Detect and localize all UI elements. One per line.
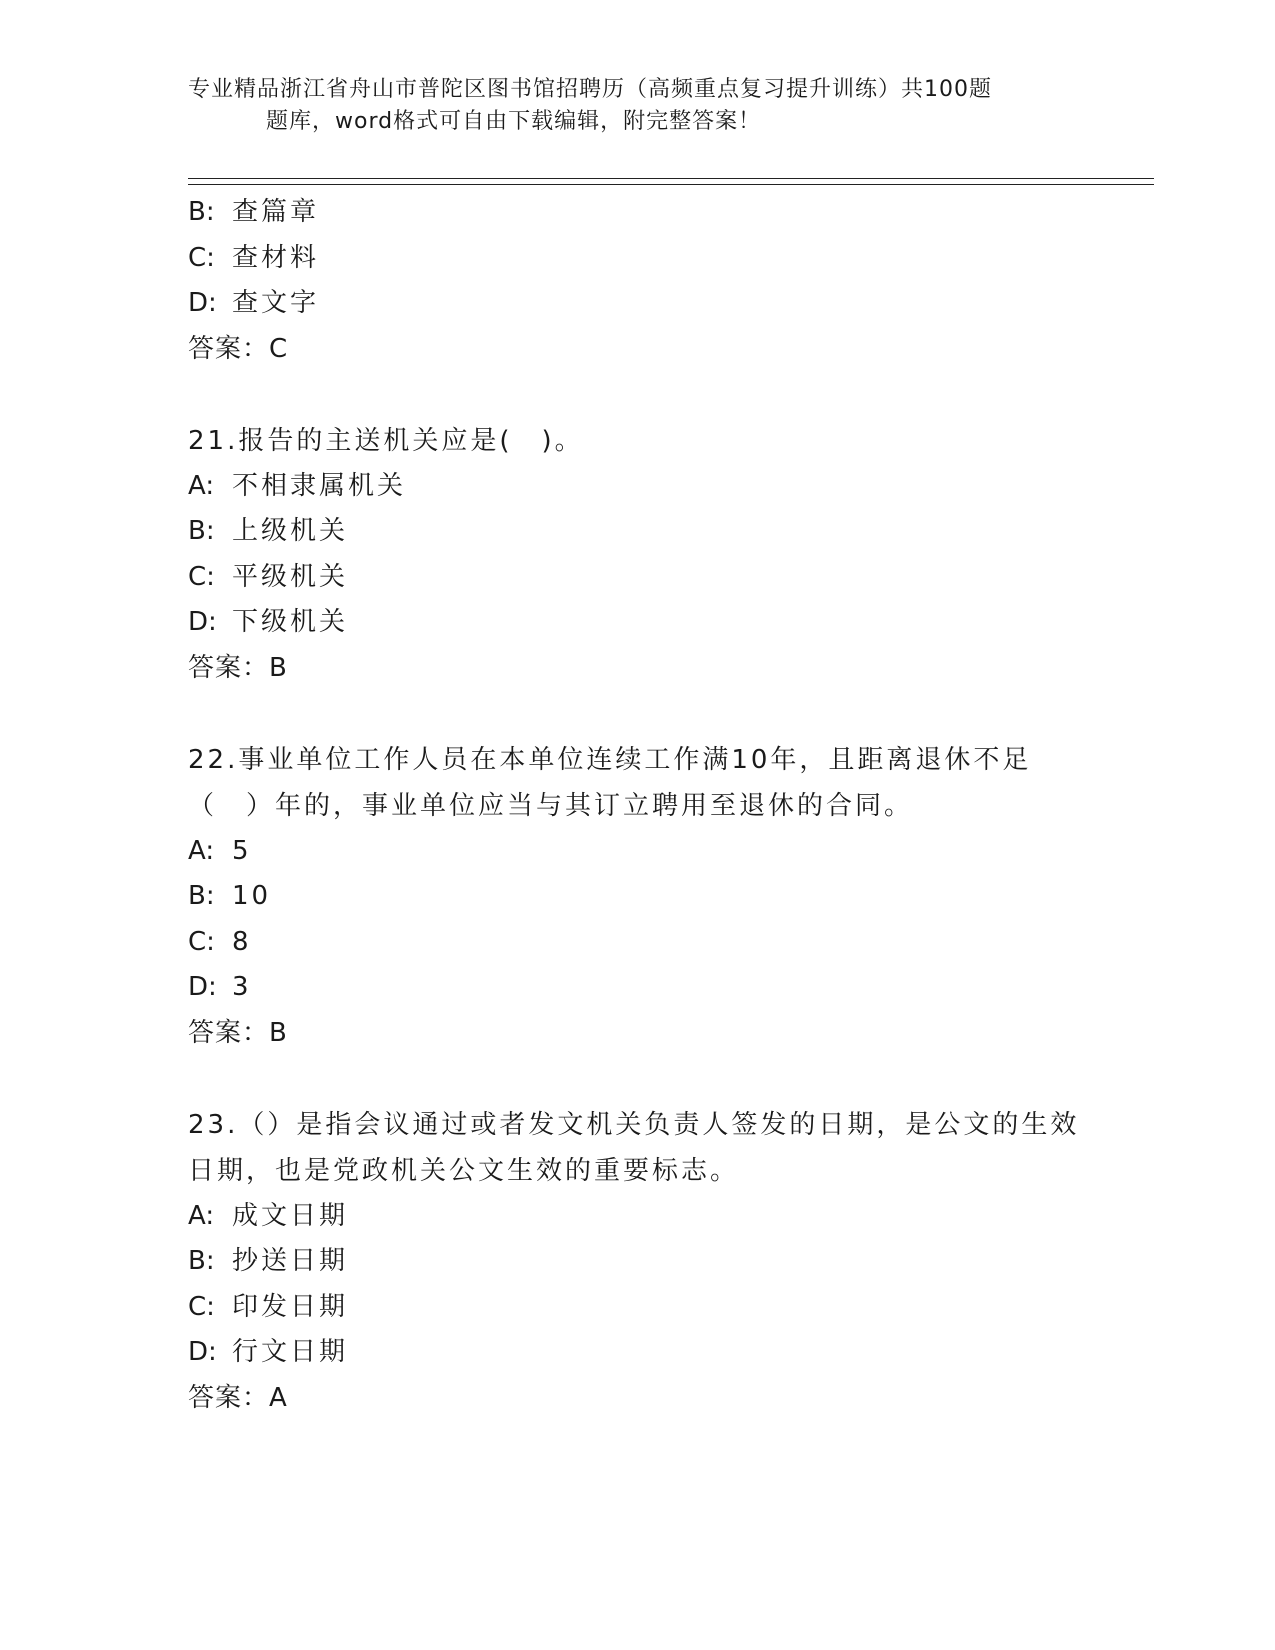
- option-text: 上级机关: [232, 516, 349, 546]
- option-b: [188, 1239, 1088, 1285]
- option-letter: A:: [188, 835, 215, 866]
- header-title-line2: 题库，word格式可自由下载编辑，附完整答案！: [266, 109, 762, 134]
- option-text: 平级机关: [232, 561, 349, 592]
- option-letter: D:: [188, 972, 217, 1002]
- question-22: [188, 737, 1088, 1057]
- question-23: [188, 1102, 1088, 1422]
- header-divider-top: [188, 178, 1154, 179]
- option-text: 3: [232, 972, 252, 1002]
- option-text: 抄送日期: [232, 1246, 349, 1276]
- option-letter: C:: [188, 561, 215, 592]
- option-text: 5: [232, 835, 252, 866]
- option-letter: B:: [188, 1246, 215, 1276]
- question-list: [188, 190, 1088, 1421]
- answer-line: [188, 1376, 1088, 1422]
- answer-label: 答案：: [188, 333, 270, 364]
- option-d: [188, 965, 1088, 1011]
- option-c: [188, 555, 1088, 601]
- option-letter: C:: [188, 242, 215, 273]
- option-c: [188, 1285, 1088, 1331]
- option-letter: B:: [188, 197, 215, 227]
- option-text: 行文日期: [232, 1337, 349, 1367]
- answer-label: 答案：: [188, 1382, 270, 1413]
- option-text: 查文字: [232, 288, 320, 318]
- option-text: 8: [232, 926, 252, 957]
- answer-line: [188, 646, 1088, 692]
- answer-value: B: [269, 652, 287, 683]
- document-header: [188, 74, 1088, 138]
- answer-label: 答案：: [188, 1017, 270, 1048]
- question-text: 21.报告的主送机关应是( )。: [188, 425, 584, 456]
- option-b: [188, 874, 1088, 920]
- header-title-line1: 专业精品浙江省舟山市普陀区图书馆招聘历（高频重点复习提升训练）共100题: [188, 77, 992, 102]
- answer-line: [188, 327, 1088, 373]
- answer-label: 答案：: [188, 652, 270, 683]
- question-21: [188, 418, 1088, 692]
- option-b: [188, 509, 1088, 555]
- option-letter: B:: [188, 881, 215, 911]
- header-divider-bottom: [188, 184, 1154, 185]
- option-letter: D:: [188, 1337, 217, 1367]
- option-text: 查材料: [232, 242, 320, 273]
- option-d: [188, 281, 1088, 327]
- option-d: [188, 600, 1088, 646]
- option-a: [188, 829, 1088, 875]
- option-letter: C:: [188, 1291, 215, 1322]
- answer-value: B: [269, 1017, 287, 1048]
- option-text: 10: [232, 881, 272, 911]
- option-letter: B:: [188, 516, 215, 546]
- option-letter: D:: [188, 607, 217, 637]
- answer-line: [188, 1011, 1088, 1057]
- option-letter: A:: [188, 1200, 215, 1231]
- option-letter: D:: [188, 288, 217, 318]
- option-b: [188, 190, 1088, 236]
- option-a: [188, 464, 1088, 510]
- option-letter: A:: [188, 470, 215, 501]
- option-text: 不相隶属机关: [232, 470, 407, 501]
- option-text: 印发日期: [232, 1291, 349, 1322]
- option-d: [188, 1330, 1088, 1376]
- option-text: 成文日期: [232, 1200, 349, 1231]
- option-text: 查篇章: [232, 197, 320, 227]
- answer-value: C: [269, 333, 288, 364]
- option-letter: C:: [188, 926, 215, 957]
- question-text: 22.事业单位工作人员在本单位连续工作满10年，且距离退休不足（ ）年的，事业单位应当与其订立聘用至退休的合同。: [188, 744, 1032, 821]
- answer-value: A: [269, 1382, 287, 1413]
- option-c: [188, 920, 1088, 966]
- option-c: [188, 236, 1088, 282]
- question-20-continuation: [188, 190, 1088, 372]
- question-text: 23.（）是指会议通过或者发文机关负责人签发的日期，是公文的生效日期，也是党政机关公文生效的重要标志。: [188, 1109, 1080, 1186]
- option-a: [188, 1194, 1088, 1240]
- option-text: 下级机关: [232, 607, 349, 637]
